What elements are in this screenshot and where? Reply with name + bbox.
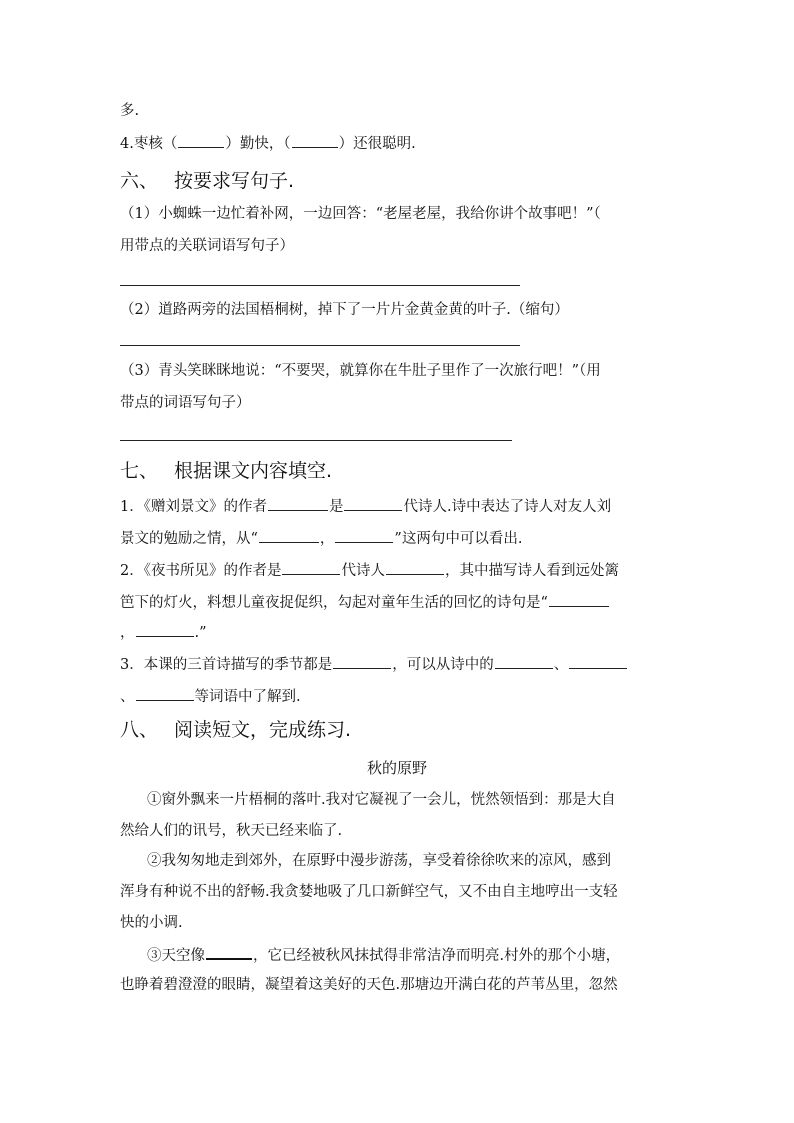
section-title: 根据课文内容填空. [174, 460, 333, 482]
q2-text-c: ，其中描写诗人看到远处篱 [444, 563, 619, 579]
q4-text-c: ）还很聪明. [338, 136, 416, 152]
answer-line[interactable] [120, 285, 520, 286]
q2-text-d: 笆下的灯火，料想儿童夜捉促织，勾起对童年生活的回忆的诗句是“ [120, 595, 548, 611]
section-8-heading [120, 717, 351, 743]
s7-q3-line2 [120, 686, 301, 707]
section-title: 按要求写句子. [174, 170, 295, 192]
passage-line: 浑身有种说不出的舒畅.我贪婪地吸了几口新鲜空气，又不由自主地哼出一支轻 [120, 884, 618, 900]
answer-blank[interactable] [569, 654, 627, 669]
answer-blank[interactable] [206, 944, 252, 960]
q3-text-d: 、 [120, 689, 135, 705]
passage-line: ①窗外飘来一片梧桐的落叶.我对它凝视了一会儿，恍然领悟到：那是大自 [147, 792, 616, 808]
answer-blank[interactable] [335, 528, 393, 543]
passage-line [147, 944, 620, 966]
passage-line: 快的小调. [120, 915, 183, 931]
answer-blank[interactable] [136, 686, 194, 701]
q2-text-f: .” [194, 625, 207, 641]
p3-text-a: ③天空像 [147, 948, 205, 964]
q2-text-e: ， [120, 625, 135, 641]
s6-q1-line1: （1）小蜘蛛一边忙着补网，一边回答：“老屋老屋，我给你讲个故事吧！”（ [120, 206, 601, 222]
q3-text-e: 等词语中了解到. [194, 689, 301, 705]
q2-text-a: 2．《夜书所见》的作者是 [120, 563, 282, 579]
answer-blank[interactable] [178, 133, 224, 148]
answer-blank[interactable] [386, 560, 444, 575]
s7-q3-line1 [120, 654, 628, 675]
section-6-heading [120, 168, 294, 194]
q1-text-c: 代诗人.诗中表达了诗人对友人刘 [403, 499, 612, 515]
q1-text-e: ， [319, 531, 335, 547]
passage-line: ②我匆匆地走到郊外，在原野中漫步游荡，享受着徐徐吹来的凉风，感到 [147, 853, 611, 869]
answer-blank[interactable] [333, 654, 391, 669]
s7-q2-line3 [120, 622, 207, 643]
s6-q2-line1: （2）道路两旁的法国梧桐树，掉下了一片片金黄金黄的叶子.（缩句） [120, 302, 569, 318]
passage-line: 也睁着碧澄澄的眼睛，凝望着这美好的天色.那塘边开满白花的芦苇丛里，忽然 [120, 977, 618, 993]
passage-title: 秋的原野 [366, 759, 427, 777]
s6-q3-line2: 带点的词语写句子） [120, 395, 251, 411]
section-number: 七、 [120, 460, 159, 482]
answer-line[interactable] [120, 345, 520, 346]
answer-blank[interactable] [136, 622, 194, 637]
q1-text-d: 景文的勉励之情，从“ [120, 531, 258, 547]
section-title: 阅读短文，完成练习. [174, 719, 352, 741]
q3-text-b: ，可以从诗中的 [392, 657, 494, 673]
q1-text-b: 是 [328, 499, 344, 515]
continued-text: 多. [120, 103, 140, 119]
answer-blank[interactable] [495, 654, 553, 669]
answer-blank[interactable] [344, 496, 402, 511]
answer-blank[interactable] [292, 133, 338, 148]
passage-line: 然给人们的讯号，秋天已经来临了. [120, 823, 343, 839]
s6-q1-line2: 用带点的关联词语写句子） [120, 238, 294, 254]
q1-text-f: ”这两句中可以看出. [394, 531, 523, 547]
question-4 [120, 133, 416, 154]
answer-blank[interactable] [259, 528, 319, 543]
answer-blank[interactable] [268, 496, 328, 511]
answer-blank[interactable] [549, 592, 609, 607]
q3-text-c: 、 [553, 657, 569, 673]
s7-q1-line1 [120, 496, 611, 517]
answer-blank[interactable] [282, 560, 340, 575]
section-number: 六、 [120, 170, 159, 192]
answer-line[interactable] [120, 440, 512, 441]
s7-q1-line2 [120, 528, 522, 549]
q3-text-a: 3．本课的三首诗描写的季节都是 [120, 657, 333, 673]
section-number: 八、 [120, 719, 159, 741]
p3-text-b: ，它已经被秋风抹拭得非常洁净而明亮.村外的那个小塘， [253, 948, 621, 964]
q1-text-a: 1．《赠刘景文》的作者 [120, 499, 267, 515]
section-7-heading [120, 458, 332, 484]
q4-text-b: ）勤快，（ [225, 136, 291, 152]
s6-q3-line1: （3）青头笑眯眯地说：“不要哭，就算你在牛肚子里作了一次旅行吧！”（用 [120, 363, 601, 379]
s7-q2-line2 [120, 592, 610, 613]
q4-text-a: 4.枣核（ [120, 136, 178, 152]
s7-q2-line1 [120, 560, 619, 581]
q2-text-b: 代诗人 [341, 563, 385, 579]
